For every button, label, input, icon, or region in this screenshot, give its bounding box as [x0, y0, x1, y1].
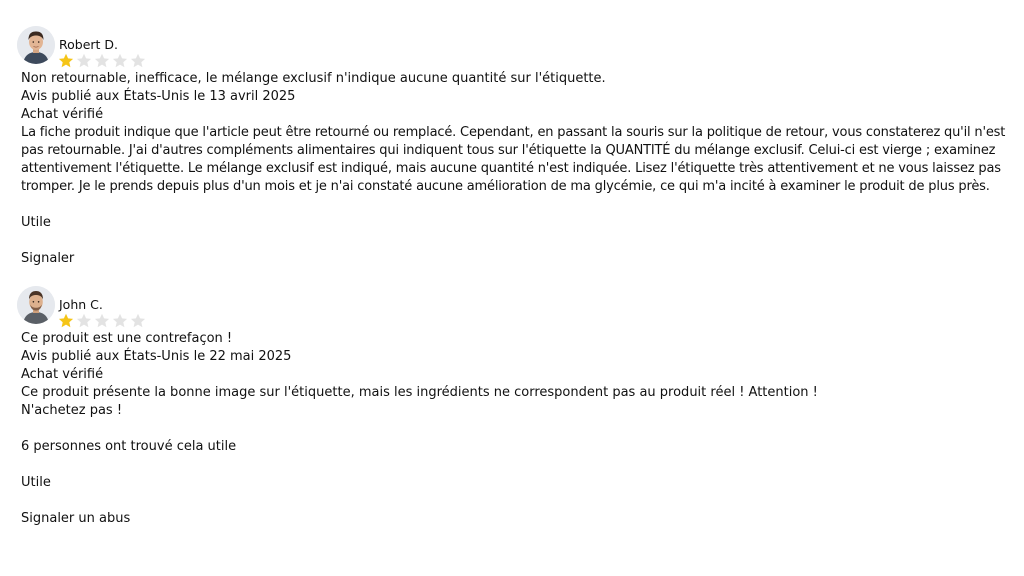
- review-header: [17, 286, 1019, 330]
- report-abuse-link[interactable]: Signaler un abus: [21, 511, 131, 526]
- star-filled-icon: [58, 313, 74, 328]
- star-empty-icon: [76, 53, 92, 68]
- star-empty-icon: [130, 53, 146, 68]
- review-header-info: [59, 286, 146, 328]
- star-empty-icon: [76, 313, 92, 328]
- verified-purchase-badge: Achat vérifié: [21, 107, 104, 122]
- helpful-count: 6 personnes ont trouvé cela utile: [21, 439, 237, 454]
- review-body-line: N'achetez pas !: [21, 403, 123, 418]
- avatar-icon: [17, 286, 55, 324]
- helpful-button[interactable]: Utile: [21, 215, 51, 230]
- star-empty-icon: [112, 313, 128, 328]
- review-card: [21, 286, 1019, 528]
- star-rating: [58, 313, 146, 328]
- star-filled-icon: [58, 53, 74, 68]
- avatar-icon: [17, 26, 55, 64]
- reviewer-name: Robert D.: [59, 37, 119, 52]
- report-link[interactable]: Signaler: [21, 251, 75, 266]
- review-meta: Avis publié aux États-Unis le 22 mai 2025: [21, 349, 292, 364]
- star-rating: [58, 53, 146, 68]
- review-header-info: [59, 26, 146, 68]
- verified-purchase-badge: Achat vérifié: [21, 367, 104, 382]
- review-body-line: Ce produit présente la bonne image sur l'étiquette, mais les ingrédients ne correspondent pas au produit réel ! Attention !: [21, 385, 818, 400]
- star-empty-icon: [130, 313, 146, 328]
- reviews-list: [21, 26, 1019, 528]
- review-card: [21, 26, 1019, 268]
- review-meta: Avis publié aux États-Unis le 13 avril 2025: [21, 89, 296, 104]
- star-empty-icon: [94, 53, 110, 68]
- review-body: La fiche produit indique que l'article peut être retourné ou remplacé. Cependant, en passant la souris sur la politique de retour, vous constaterez qu'il n'est pas retournable. J'ai d'autres compléments alimentaires qui indiquent tous sur l'étiquette la QUANTITÉ du mélange exclusif. Celui-ci est vierge ; examinez attentivement l'étiquette. Le mélange exclusif est indiqué, mais aucune quantité n'est indiquée. Lisez l'étiquette très attentivement et ne vous laissez pas tromper. Je le prends depuis plus d'un mois et je n'ai constaté aucune amélioration de ma glycémie, ce qui m'a incité à examiner le produit de plus près.: [21, 125, 1006, 194]
- reviewer-name: John C.: [59, 297, 103, 312]
- review-headline: Non retournable, inefficace, le mélange exclusif n'indique aucune quantité sur l'étiquette.: [21, 71, 606, 86]
- star-empty-icon: [94, 313, 110, 328]
- review-header: [17, 26, 1019, 70]
- helpful-button[interactable]: Utile: [21, 475, 51, 490]
- review-headline: Ce produit est une contrefaçon !: [21, 331, 233, 346]
- star-empty-icon: [112, 53, 128, 68]
